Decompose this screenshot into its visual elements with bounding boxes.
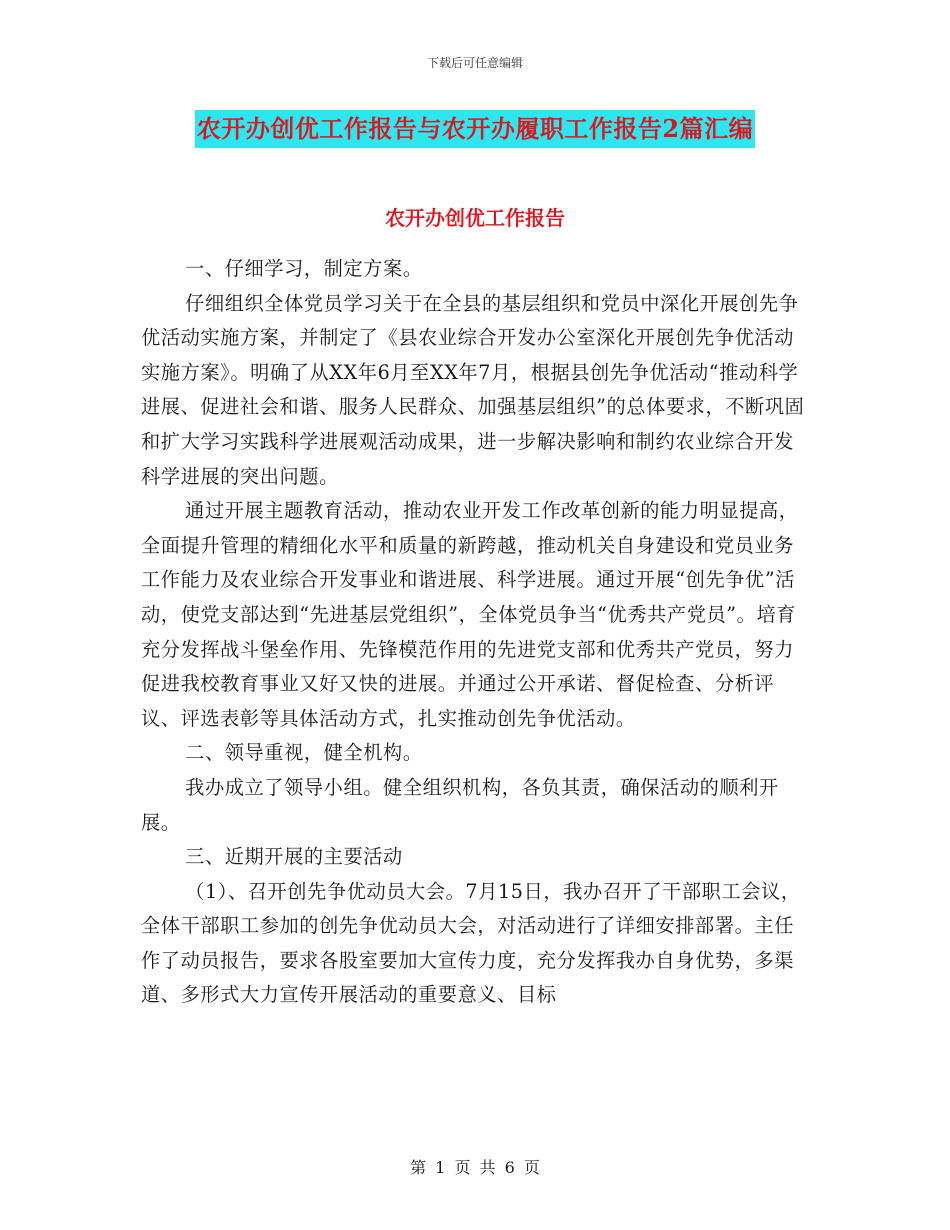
paragraph-heading-3: 三、近期开展的主要活动	[185, 845, 403, 869]
document-title: 农开办创优工作报告与农开办履职工作报告2篇汇编	[195, 110, 755, 148]
page-number-footer: 第 1 页 共 6 页	[410, 1158, 540, 1177]
document-body	[141, 222, 805, 1013]
document-title-wrapper	[0, 110, 950, 148]
paragraph: 我办成立了领导小组。健全组织机构，各负其责，确保活动的顺利开展。	[141, 775, 779, 834]
paragraph: （1）、召开创先争优动员大会。7月15日，我办召开了干部职工会议，全体干部职工参加的创先争优动员大会，对活动进行了详细安排部署。主任作了动员报告，要求各股室要加大宣传力度，充分发挥我办自身优势，多渠道、多形式大力宣传开展活动的重要意义、目标	[141, 879, 801, 1007]
paragraph-heading-1: 一、仔细学习，制定方案。	[185, 257, 423, 280]
paragraph-heading-2: 二、领导重视，健全机构。	[185, 741, 423, 765]
paragraph: 通过开展主题教育活动，推动农业开发工作改革创新的能力明显提高，全面提升管理的精细化水平和质量的新跨越，推动机关自身建设和党员业务工作能力及农业综合开发事业和谐进展、科学进展。通过开展“创先争优”活动，使党支部达到“先进基层党组织”，全体党员争当“优秀共产党员”。培育充分发挥战斗堡垒作用、先锋模范作用的先进党支部和优秀共产党员，努力促进我校教育事业又好又快的进展。并通过公开承诺、督促检查、分析评议、评选表彰等具体活动方式，扎实推动创先争优活动。	[141, 499, 799, 730]
header-note: 下载后可任意编辑	[426, 56, 523, 70]
section-title: 农开办创优工作报告	[385, 206, 565, 230]
paragraph: 仔细组织全体党员学习关于在全县的基层组织和党员中深化开展创先争优活动实施方案，并制定了《县农业综合开发办公室深化开展创先争优活动实施方案》。明确了从XX年6月至XX年7月，根据县创先争优活动“推动科学进展、促进社会和谐、服务人民群众、加强基层组织”的总体要求，不断巩固和扩大学习实践科学进展观活动成果，进一步解决影响和制约农业综合开发科学进展的突出问题。	[141, 291, 805, 488]
